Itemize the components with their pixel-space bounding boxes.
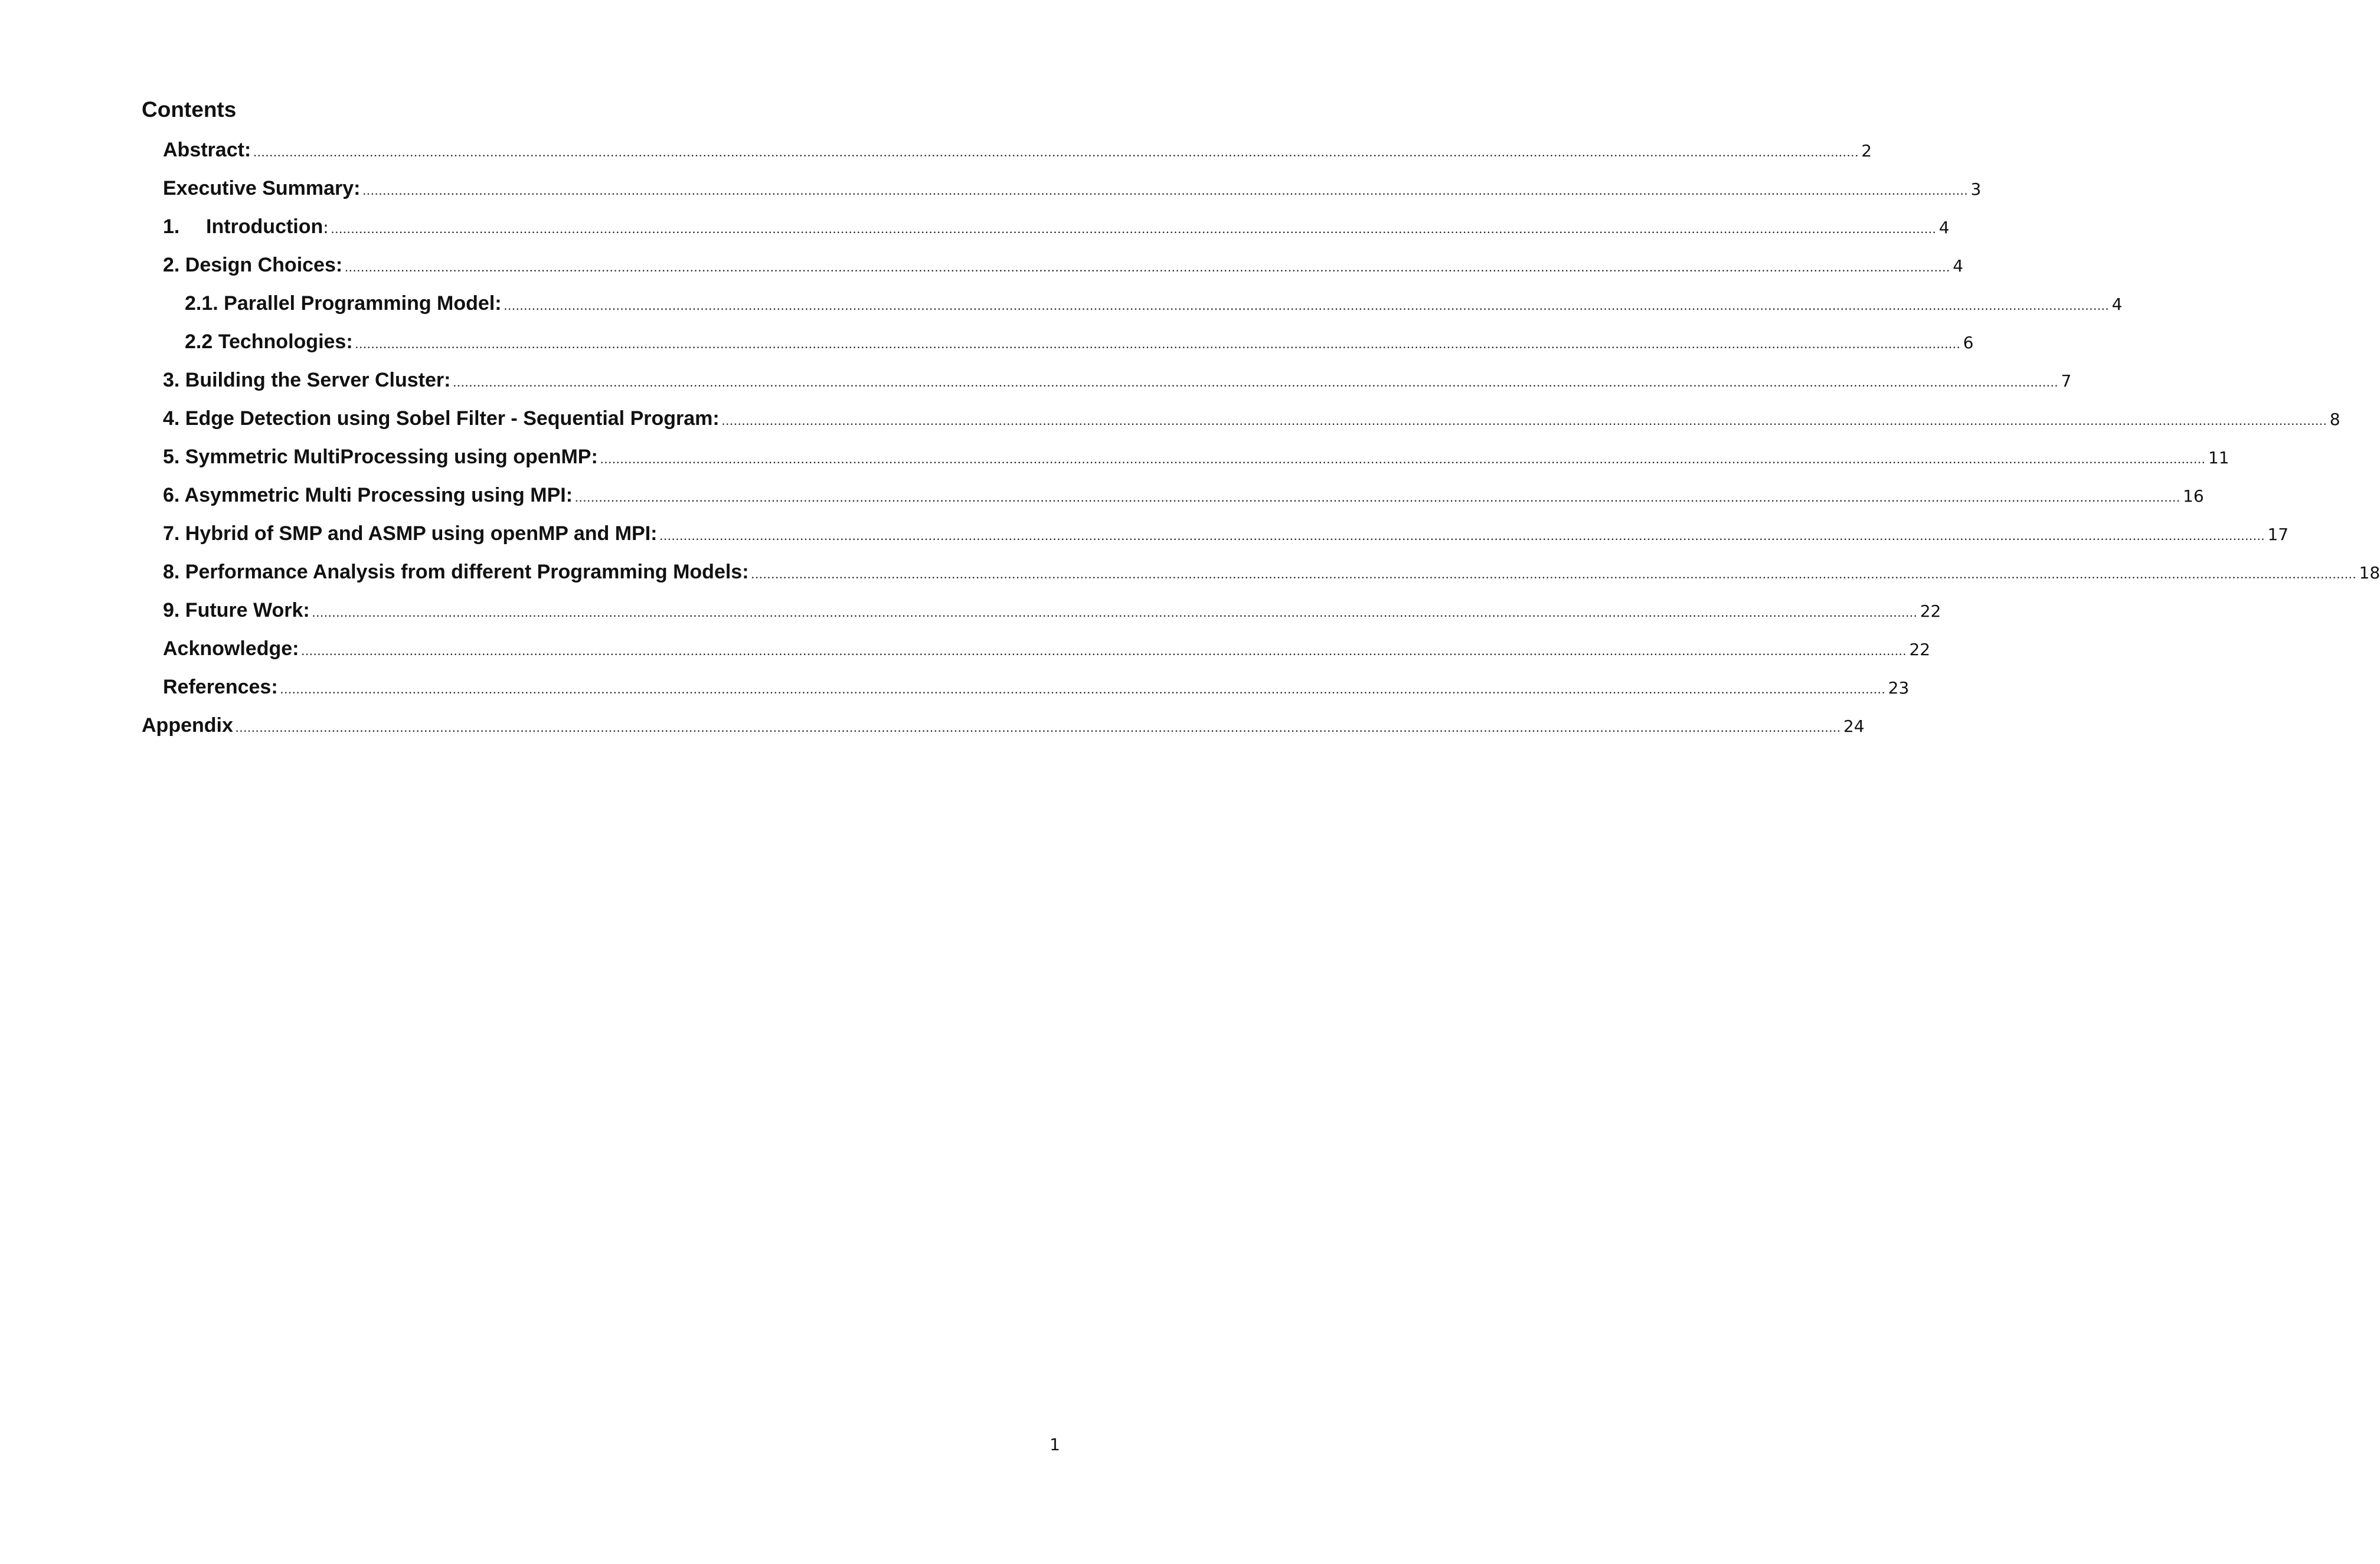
toc-entry-title: Appendix xyxy=(142,714,233,737)
toc-entry-page: 18 xyxy=(2359,563,2380,583)
toc-entry-title: 8. Performance Analysis from different Programming Models: xyxy=(163,561,749,583)
toc-leader-dots: ................................................................................................................................................................................................................................................................................................................................................................................................................ xyxy=(504,298,2110,313)
toc-leader-dots: ................................................................................................................................................................................................................................................................................................................................................................................................................ xyxy=(721,413,2327,428)
toc-leader-dots: ................................................................................................................................................................................................................................................................................................................................................................................................................ xyxy=(575,490,2181,505)
toc-entry-symmetric-multiprocessing[interactable] xyxy=(163,443,2229,471)
toc-entry-edge-detection[interactable] xyxy=(163,404,2340,433)
toc-entry-references[interactable] xyxy=(163,673,1910,701)
toc-entry-title: 2.1. Parallel Programming Model: xyxy=(185,292,502,315)
toc-entry-hybrid-smp-asmp[interactable] xyxy=(163,519,2289,548)
page-number: 1 xyxy=(1050,1435,1060,1454)
toc-entry-technologies[interactable] xyxy=(185,328,1974,356)
toc-entry-page: 23 xyxy=(1888,678,1910,698)
toc-entry-parallel-programming-model[interactable] xyxy=(185,289,2123,318)
toc-leader-dots: ................................................................................................................................................................................................................................................................................................................................................................................................................ xyxy=(751,567,2357,581)
toc-entry-appendix[interactable] xyxy=(142,711,1865,740)
toc-leader-dots: ................................................................................................................................................................................................................................................................................................................................................................................................................ xyxy=(659,528,2265,543)
toc-entry-introduction[interactable] xyxy=(163,212,1950,241)
toc-leader-dots: ................................................................................................................................................................................................................................................................................................................................................................................................................ xyxy=(453,375,2059,390)
toc-entry-title: 2.2 Technologies: xyxy=(185,331,353,353)
toc-entry-performance-analysis[interactable] xyxy=(163,558,2380,586)
toc-entry-page: 4 xyxy=(1953,256,1964,276)
toc-entry-title: 5. Symmetric MultiProcessing using openMP: xyxy=(163,446,598,468)
toc-entry-page: 22 xyxy=(1920,601,1941,621)
toc-entry-title: 3. Building the Server Cluster: xyxy=(163,369,451,391)
toc-entry-asymmetric-multiprocessing[interactable] xyxy=(163,481,2204,509)
toc-entry-title: 7. Hybrid of SMP and ASMP using openMP and MPI: xyxy=(163,522,658,545)
toc-entry-future-work[interactable] xyxy=(163,596,1941,624)
toc-entry-title: References: xyxy=(163,676,278,698)
toc-leader-dots: ................................................................................................................................................................................................................................................................................................................................................................................................................ xyxy=(301,643,1907,658)
toc-leader-dots: ................................................................................................................................................................................................................................................................................................................................................................................................................ xyxy=(312,605,1918,620)
toc-entry-page: 6 xyxy=(1963,333,1974,352)
toc-entry-title: 9. Future Work: xyxy=(163,599,310,621)
toc-entry-title-text: Introduction xyxy=(206,215,323,238)
toc-entry-page: 4 xyxy=(2111,295,2123,314)
toc-entry-abstract[interactable] xyxy=(163,136,1872,164)
toc-entry-title: 4. Edge Detection using Sobel Filter - Sequential Program: xyxy=(163,407,720,430)
toc-entry-title-tail: : xyxy=(323,218,329,237)
toc-entry-page: 16 xyxy=(2183,486,2204,506)
toc-leader-dots: ................................................................................................................................................................................................................................................................................................................................................................................................................ xyxy=(600,451,2206,466)
toc-leader-dots: ................................................................................................................................................................................................................................................................................................................................................................................................................ xyxy=(253,145,1859,159)
toc-entry-page: 4 xyxy=(1938,218,1950,237)
toc-leader-dots: ................................................................................................................................................................................................................................................................................................................................................................................................................ xyxy=(331,221,1937,236)
toc-entry-page: 24 xyxy=(1843,716,1865,736)
toc-entry-executive-summary[interactable] xyxy=(163,174,1982,202)
toc-leader-dots: ................................................................................................................................................................................................................................................................................................................................................................................................................ xyxy=(345,260,1951,274)
toc-entry-acknowledge[interactable] xyxy=(163,634,1931,663)
toc-leader-dots: ................................................................................................................................................................................................................................................................................................................................................................................................................ xyxy=(362,183,1969,198)
toc-entry-page: 7 xyxy=(2061,371,2072,391)
toc-entry-page: 22 xyxy=(1909,640,1931,659)
toc-entry-building-server-cluster[interactable] xyxy=(163,366,2072,394)
toc-entry-page: 11 xyxy=(2208,448,2229,467)
toc-entry-title xyxy=(163,212,329,242)
toc-entry-number: 1. xyxy=(163,215,180,238)
toc-entry-page: 17 xyxy=(2267,525,2289,544)
toc-leader-dots: ................................................................................................................................................................................................................................................................................................................................................................................................................ xyxy=(235,720,1841,735)
table-of-contents xyxy=(0,0,2380,767)
toc-entry-title: Executive Summary: xyxy=(163,177,361,199)
toc-leader-dots: ................................................................................................................................................................................................................................................................................................................................................................................................................ xyxy=(355,336,1961,351)
toc-heading: Contents xyxy=(142,97,237,122)
toc-entry-title: 6. Asymmetric Multi Processing using MPI: xyxy=(163,484,573,506)
toc-entry-page: 3 xyxy=(1970,179,1982,199)
toc-entry-title: Acknowledge: xyxy=(163,637,299,660)
toc-entry-page: 2 xyxy=(1861,141,1872,161)
toc-entry-title: 2. Design Choices: xyxy=(163,254,343,276)
toc-leader-dots: ................................................................................................................................................................................................................................................................................................................................................................................................................ xyxy=(280,682,1886,696)
toc-entry-page: 8 xyxy=(2329,410,2340,429)
toc-entry-design-choices[interactable] xyxy=(163,251,1964,279)
toc-entry-title: Abstract: xyxy=(163,139,251,161)
